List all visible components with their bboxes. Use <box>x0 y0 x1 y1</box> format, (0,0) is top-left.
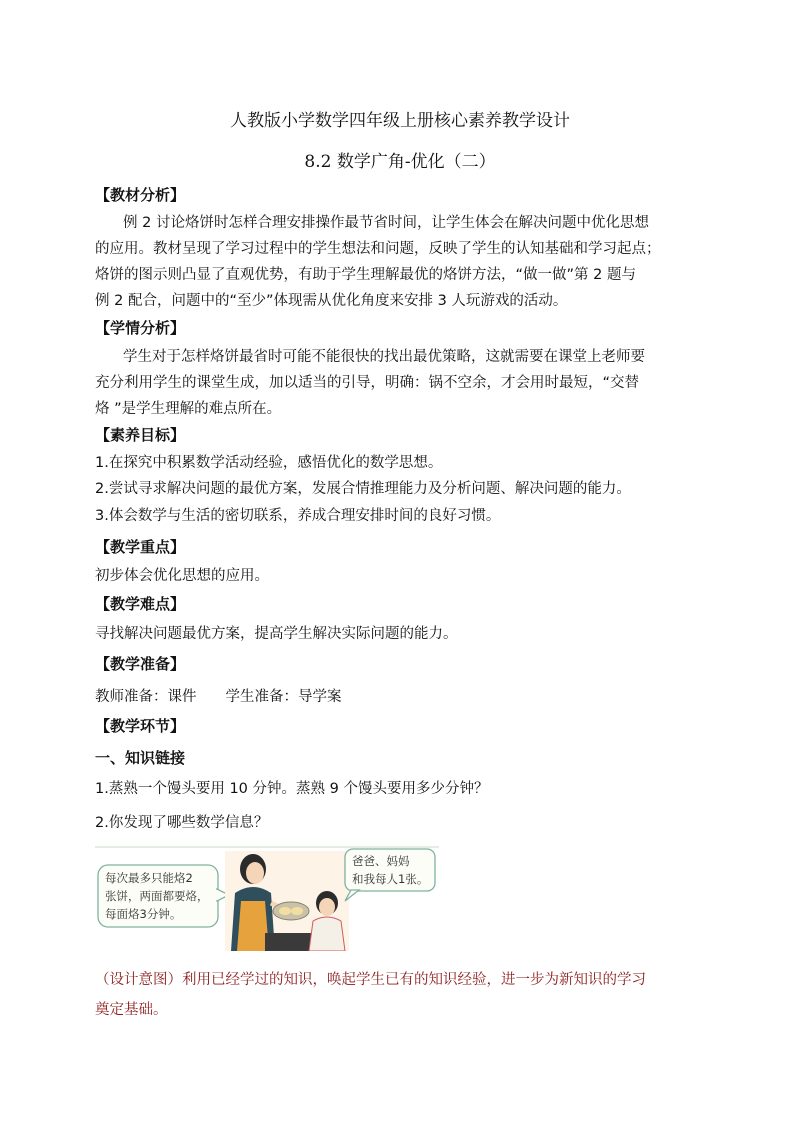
textbook-line-3: 烙饼的图示则凸显了直观优势，有助于学生理解最优的烙饼方法，“做一做”第 2 题与 <box>95 267 636 283</box>
difficulties-text: 寻找解决问题最优方案，提高学生解决实际问题的能力。 <box>95 626 458 642</box>
design-note-line-1: （设计意图）利用已经学过的知识，唤起学生已有的知识经验，进一步为新知识的学习 <box>95 972 646 988</box>
heading-process: 【教学环节】 <box>95 717 186 735</box>
goal-item-3: 3.体会数学与生活的密切联系，养成合理安排时间的良好习惯。 <box>95 508 501 524</box>
subheading-knowledge-link: 一、知识链接 <box>95 749 186 767</box>
heading-preparation: 【教学准备】 <box>95 655 186 673</box>
key-points-text: 初步体会优化思想的应用。 <box>95 568 269 584</box>
preparation-text: 教师准备：课件 学生准备：导学案 <box>95 689 342 705</box>
left-bubble-line-1: 每次最多只能烙2 <box>105 871 193 885</box>
textbook-line-1: 例 2 讨论烙饼时怎样合理安排操作最节省时间，让学生体会在解决问题中优化思想 <box>123 215 649 231</box>
pancake-illustration <box>95 845 439 951</box>
design-note-line-2: 奠定基础。 <box>95 1002 168 1018</box>
left-speech-bubble <box>98 865 229 927</box>
right-bubble-line-1: 爸爸、妈妈 <box>352 854 410 868</box>
right-speech-bubble <box>345 849 435 901</box>
document-subtitle: 8.2 数学广角-优化（二） <box>304 152 496 172</box>
question-2: 2.你发现了哪些数学信息？ <box>95 815 269 831</box>
students-line-3: 烙 ”是学生理解的难点所在。 <box>95 401 282 417</box>
goal-item-1: 1.在探究中积累数学活动经验，感悟优化的数学思想。 <box>95 455 443 471</box>
document-title: 人教版小学数学四年级上册核心素养教学设计 <box>230 111 570 131</box>
heading-goals: 【素养目标】 <box>95 426 186 444</box>
students-line-1: 学生对于怎样烙饼最省时可能不能很快的找出最优策略，这就需要在课堂上老师要 <box>123 349 645 365</box>
right-bubble-line-2: 和我每人1张。 <box>352 872 429 886</box>
heading-student-analysis: 【学情分析】 <box>95 319 186 337</box>
textbook-line-4: 例 2 配合，问题中的“至少”体现需从优化角度来安排 3 人玩游戏的活动。 <box>95 293 568 309</box>
heading-key-points: 【教学重点】 <box>95 538 186 556</box>
heading-textbook-analysis: 【教材分析】 <box>95 186 186 204</box>
goal-item-2: 2.尝试寻求解决问题的最优方案，发展合情推理能力及分析问题、解决问题的能力。 <box>95 481 631 497</box>
left-bubble-line-3: 每面烙3分钟。 <box>105 907 182 921</box>
question-1: 1.蒸熟一个馒头要用 10 分钟。蒸熟 9 个馒头要用多少分钟？ <box>95 781 489 797</box>
left-bubble-line-2: 张饼，两面都要烙， <box>105 889 209 903</box>
students-line-2: 充分利用学生的课堂生成，加以适当的引导，明确：锅不空余，才会用时最短，“交替 <box>95 375 640 391</box>
heading-difficulties: 【教学难点】 <box>95 595 186 613</box>
textbook-line-2: 的应用。教材呈现了学习过程中的学生想法和问题，反映了学生的认知基础和学习起点； <box>95 241 661 257</box>
